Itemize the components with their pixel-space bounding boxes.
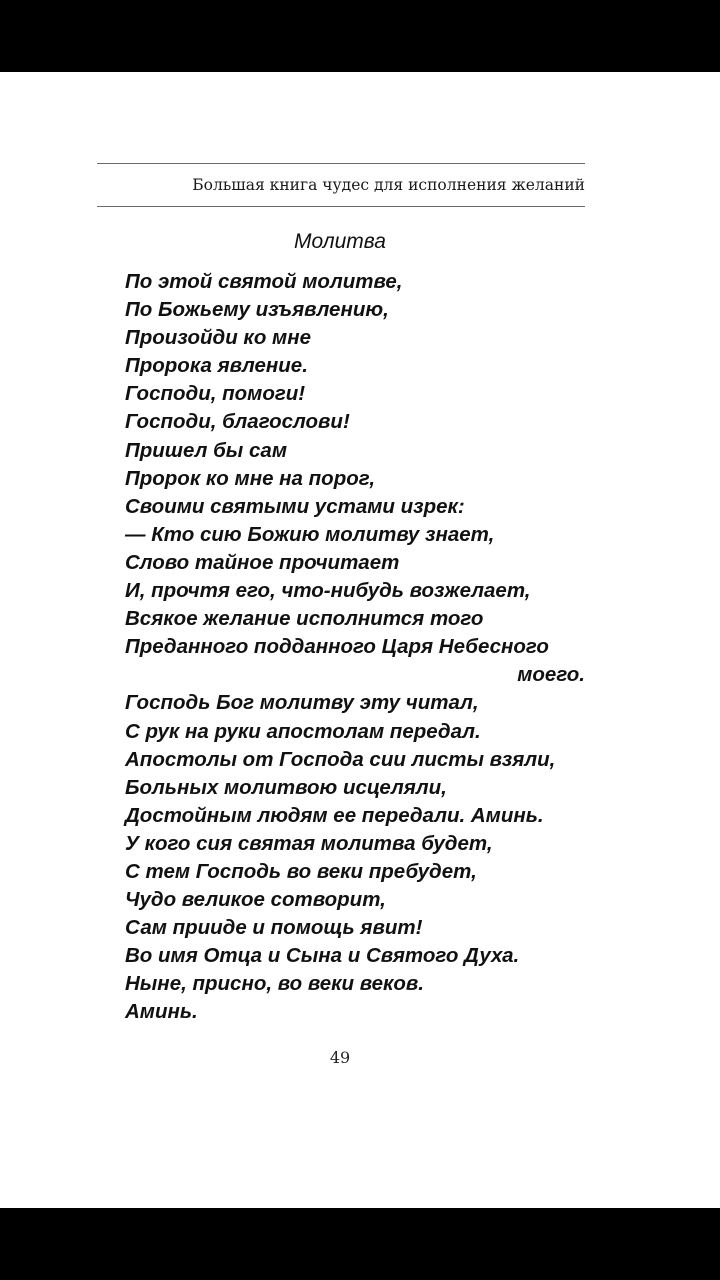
bottom-black-bar <box>0 1208 720 1280</box>
prayer-line: Чудо великое сотворит, <box>125 888 386 912</box>
prayer-line: Господи, благослови! <box>125 410 350 434</box>
top-black-bar <box>0 0 720 72</box>
prayer-line: — Кто сию Божию молитву знает, <box>125 522 495 546</box>
prayer-line: Достойным людям ее передали. Аминь. <box>125 803 544 827</box>
prayer-line: У кого сия святая молитва будет, <box>125 831 493 855</box>
prayer-line: Сам прииде и помощь явит! <box>125 916 423 940</box>
prayer-line: Больных молитвою исцеляли, <box>125 775 447 799</box>
prayer-line: С тем Господь во веки пребудет, <box>125 859 477 883</box>
prayer-line: Аминь. <box>125 1000 198 1024</box>
prayer-line: Пришел бы сам <box>125 438 287 462</box>
prayer-line: И, прочтя его, что-нибудь возжелает, <box>125 579 531 603</box>
prayer-line: Пророка явление. <box>125 354 308 378</box>
prayer-line: Апостолы от Господа сии листы взяли, <box>125 747 556 771</box>
book-page[interactable] <box>0 72 720 1208</box>
prayer-line: По этой святой молитве, <box>125 270 403 293</box>
prayer-line-continuation: моего. <box>517 663 585 687</box>
prayer-line: Пророк ко мне на порог, <box>125 466 376 490</box>
prayer-text <box>125 268 585 1027</box>
prayer-line: Преданного подданного Царя Небесного <box>125 635 549 659</box>
prayer-title: Молитва <box>294 230 386 253</box>
header-bottom-rule <box>97 206 585 207</box>
header-top-rule <box>97 163 585 164</box>
prayer-line: Господь Бог молитву эту читал, <box>125 691 479 715</box>
prayer-line: По Божьему изъявлению, <box>125 298 389 322</box>
prayer-line: Произойди ко мне <box>125 326 311 350</box>
prayer-line: Своими святыми устами изрек: <box>125 494 465 518</box>
prayer-line: Господи, помоги! <box>125 382 306 406</box>
prayer-line: Во имя Отца и Сына и Святого Духа. <box>125 944 520 968</box>
prayer-line: Всякое желание исполнится того <box>125 607 484 631</box>
page-number: 49 <box>329 1048 351 1067</box>
prayer-line: С рук на руки апостолам передал. <box>125 719 481 743</box>
prayer-line: Ныне, присно, во веки веков. <box>125 972 424 996</box>
prayer-line: Слово тайное прочитает <box>125 550 400 574</box>
running-head: Большая книга чудес для исполнения желаний <box>192 176 585 194</box>
